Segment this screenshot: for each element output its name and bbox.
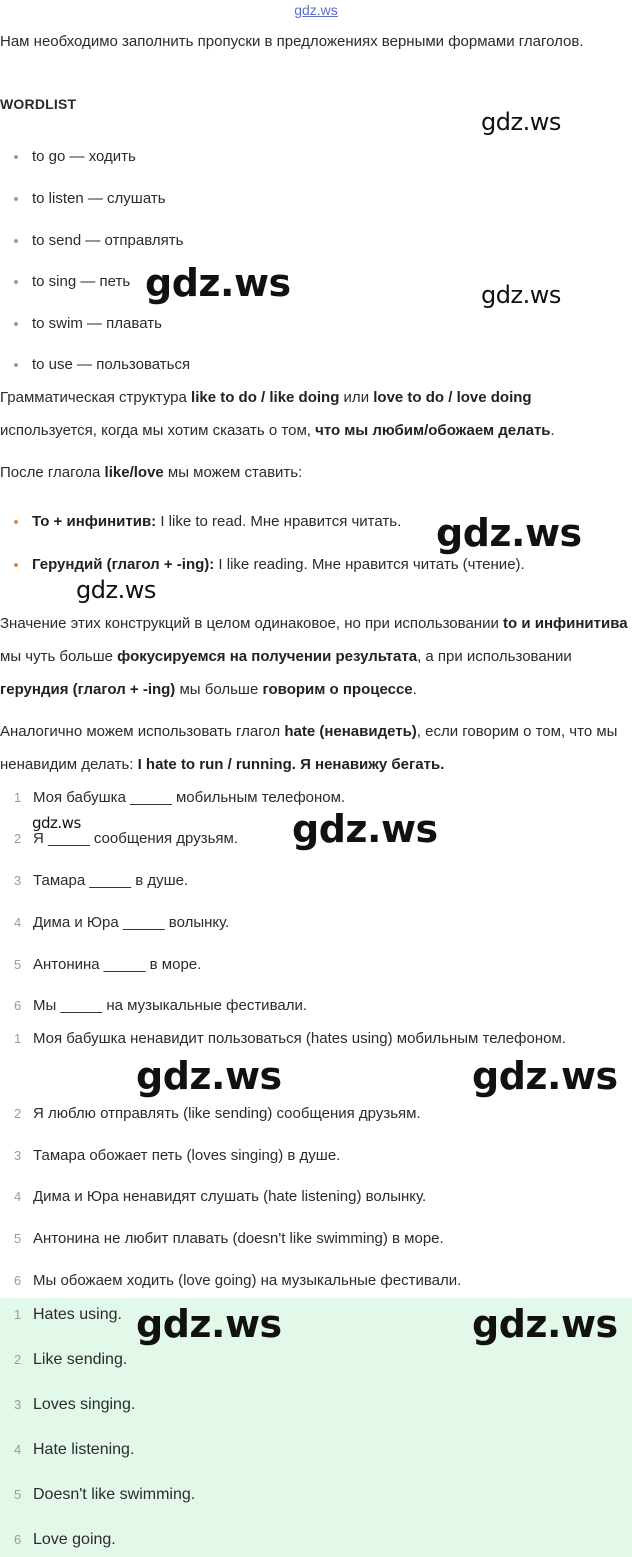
- bullet-dot-icon: [14, 197, 18, 201]
- wordlist-heading: WORDLIST: [0, 96, 77, 112]
- grammar-bullet: Герундий (глагол + -ing): I like reading. Мне нравится читать (чтение).: [14, 553, 525, 577]
- translation-item: 4 Дима и Юра ненавидят слушать (hate listening) волынку.: [14, 1188, 427, 1205]
- watermark: gdz.ws: [136, 1302, 282, 1346]
- wordlist-item: to listen — слушать: [14, 187, 166, 211]
- exercise-item: 1 Моя бабушка _____ мобильным телефоном.: [14, 789, 346, 806]
- grammar-bullet: То + инфинитив: I like to read. Мне нравится читать.: [14, 510, 401, 534]
- answer-item: 1 Hates using.: [14, 1306, 122, 1323]
- translation-item: 6 Мы обожаем ходить (love going) на музыкальные фестивали.: [14, 1272, 462, 1289]
- watermark: gdz.ws: [436, 511, 582, 555]
- grammar-paragraph-3: Значение этих конструкций в целом одинаковое, но при использовании to и инфинитива мы чуть больше фокусируемся на получении результата, а при использовании герундия (глагол + -ing) мы больше говорим о процессе.: [0, 615, 628, 698]
- watermark: gdz.ws: [481, 108, 561, 136]
- translation-item: 1 Моя бабушка ненавидит пользоваться (hates using) мобильным телефоном.: [14, 1030, 566, 1047]
- watermark: gdz.ws: [472, 1302, 618, 1346]
- watermark: gdz.ws: [136, 1054, 282, 1098]
- answer-item: 6 Love going.: [14, 1531, 116, 1548]
- bullet-dot-icon: [14, 322, 18, 326]
- exercise-item: 3 Тамара _____ в душе.: [14, 872, 189, 889]
- exercise-item: 2 Я _____ сообщения друзьям.: [14, 830, 239, 847]
- watermark: gdz.ws: [32, 814, 81, 832]
- translation-item: 5 Антонина не любит плавать (doesn't like swimming) в море.: [14, 1230, 444, 1247]
- wordlist-item: to use — пользоваться: [14, 353, 190, 377]
- wordlist-item: to send — отправлять: [14, 229, 183, 253]
- wordlist-item: to sing — петь: [14, 270, 130, 294]
- watermark: gdz.ws: [472, 1054, 618, 1098]
- watermark: gdz.ws: [292, 807, 438, 851]
- bullet-dot-icon: [14, 280, 18, 284]
- watermark: gdz.ws: [481, 281, 561, 309]
- wordlist-item: to swim — плавать: [14, 312, 162, 336]
- watermark: gdz.ws: [76, 576, 156, 604]
- exercise-item: 6 Мы _____ на музыкальные фестивали.: [14, 997, 308, 1014]
- intro-text: Нам необходимо заполнить пропуски в предложениях верными формами глаголов.: [0, 33, 584, 50]
- translation-item: 2 Я люблю отправлять (like sending) сообщения друзьям.: [14, 1105, 421, 1122]
- answer-item: 5 Doesn't like swimming.: [14, 1486, 196, 1503]
- bullet-dot-icon: [14, 363, 18, 367]
- grammar-paragraph-2: После глагола like/love мы можем ставить:: [0, 464, 303, 481]
- exercise-item: 4 Дима и Юра _____ волынку.: [14, 914, 230, 931]
- answer-item: 3 Loves singing.: [14, 1396, 136, 1413]
- bullet-dot-icon: [14, 563, 18, 567]
- grammar-paragraph-1: Грамматическая структура like to do / like doing или love to do / love doing используется, когда мы хотим сказать о том, что мы любим/обожаем делать.: [0, 389, 555, 439]
- bullet-dot-icon: [14, 520, 18, 524]
- translation-item: 3 Тамара обожает петь (loves singing) в душе.: [14, 1147, 341, 1164]
- wordlist-item: to go — ходить: [14, 145, 136, 169]
- grammar-paragraph-4: Аналогично можем использовать глагол hate (ненавидеть), если говорим о том, что мы ненавидим делать: I hate to run / running. Я ненавижу бегать.: [0, 723, 618, 773]
- exercise-item: 5 Антонина _____ в море.: [14, 956, 202, 973]
- site-link[interactable]: gdz.ws: [294, 2, 338, 18]
- answer-item: 2 Like sending.: [14, 1351, 128, 1368]
- answer-item: 4 Hate listening.: [14, 1441, 135, 1458]
- watermark: gdz.ws: [145, 261, 291, 305]
- bullet-dot-icon: [14, 155, 18, 159]
- bullet-dot-icon: [14, 239, 18, 243]
